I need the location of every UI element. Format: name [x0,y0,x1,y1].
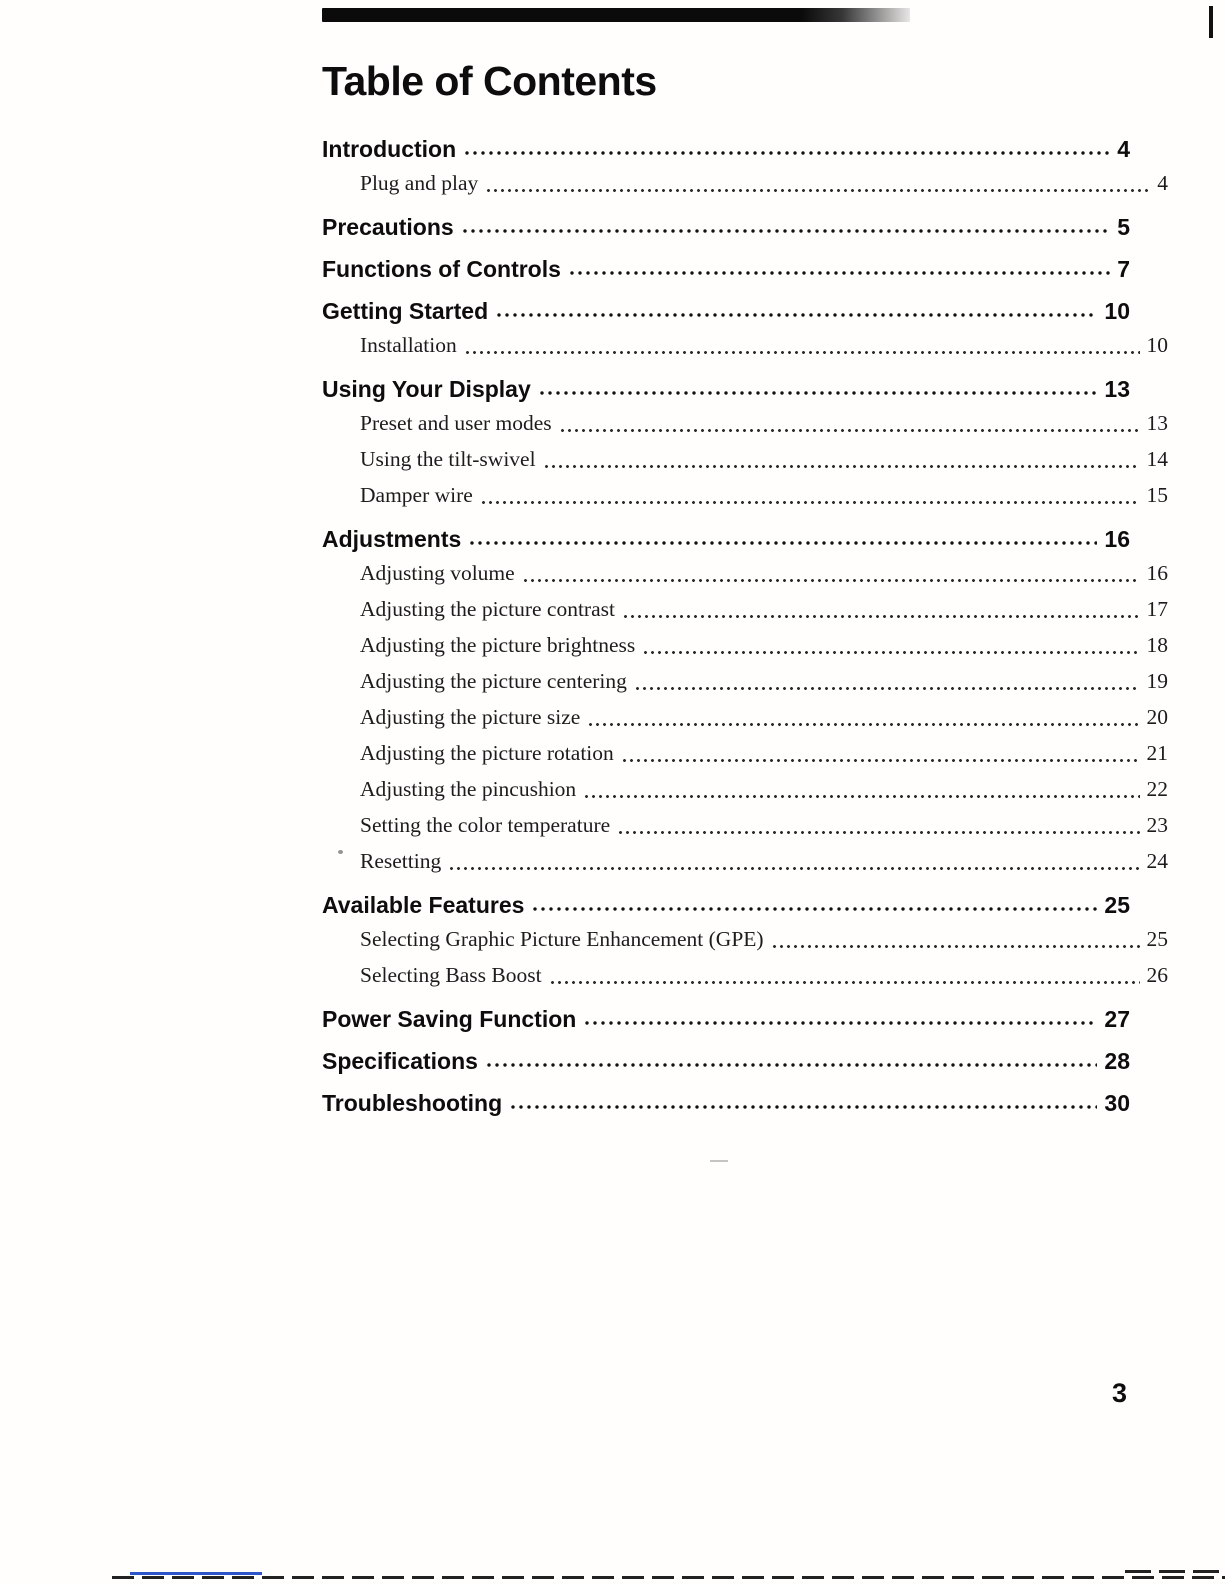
scan-speck [710,1160,728,1162]
dot-leader [559,427,1140,434]
toc-entry [322,627,1168,663]
toc-entry-page: 28 [1104,1048,1130,1074]
dot-leader [634,685,1140,692]
toc-entry-label: Available Features [322,892,525,918]
toc-entry-label: Introduction [322,136,457,162]
toc-entry-label: Adjusting the pincushion [360,777,577,801]
toc-entry-page: 7 [1117,256,1130,282]
dot-leader [495,312,1097,319]
dot-leader [617,829,1139,836]
dot-leader [583,793,1139,800]
dot-leader [549,979,1140,986]
toc-entry-label: Adjusting the picture brightness [360,633,636,657]
toc-entry-page: 25 [1146,927,1168,951]
scan-blue-line-artifact [130,1572,262,1575]
toc-entry-label: Adjusting volume [360,561,515,585]
toc-entry [322,771,1168,807]
toc-entry-label: Getting Started [322,298,489,324]
toc-entry [322,165,1168,201]
dot-leader [568,270,1110,277]
toc-entry-label: Adjusting the picture size [360,705,581,729]
page-number: 3 [1112,1378,1128,1408]
scan-bottom-line-artifact [1125,1570,1225,1573]
table-of-contents [322,134,1168,1119]
toc-entry-page: 25 [1104,892,1130,918]
page-title: Table of Contents [322,58,657,104]
toc-entry-page: 4 [1117,136,1130,162]
toc-entry-page: 13 [1104,376,1130,402]
toc-entry-label: Adjusting the picture rotation [360,741,614,765]
scan-top-bar-artifact [322,8,910,22]
dot-leader [543,463,1140,470]
toc-entry [322,921,1168,957]
toc-entry-label: Selecting Bass Boost [360,963,542,987]
toc-entry-label: Damper wire [360,483,473,507]
toc-entry-page: 19 [1146,669,1168,693]
dot-leader [509,1104,1097,1111]
dot-leader [531,906,1097,913]
toc-entry [322,843,1168,879]
toc-entry [322,134,1130,165]
toc-entry-label: Setting the color temperature [360,813,611,837]
toc-entry-label: Using the tilt-swivel [360,447,536,471]
dot-leader [464,349,1140,356]
toc-entry-page: 16 [1146,561,1168,585]
dot-leader [587,721,1139,728]
dot-leader [522,577,1140,584]
toc-entry-label: Resetting [360,849,442,873]
toc-entry-page: 30 [1104,1090,1130,1116]
toc-entry-page: 15 [1146,483,1168,507]
toc-entry [322,1088,1130,1119]
dot-leader [485,187,1150,194]
toc-entry-label: Specifications [322,1048,478,1074]
toc-entry-label: Functions of Controls [322,256,561,282]
toc-entry-page: 26 [1146,963,1168,987]
toc-entry-page: 21 [1146,741,1168,765]
dot-leader [480,499,1140,506]
toc-entry-page: 5 [1117,214,1130,240]
toc-entry-label: Adjusting the picture centering [360,669,627,693]
toc-entry [322,735,1168,771]
toc-entry [322,807,1168,843]
dot-leader [771,943,1140,950]
toc-entry-label: Power Saving Function [322,1006,577,1032]
dot-leader [642,649,1139,656]
toc-entry [322,212,1130,243]
toc-entry [322,441,1168,477]
toc-entry-page: 10 [1104,298,1130,324]
toc-entry [322,254,1130,285]
toc-entry-page: 14 [1146,447,1168,471]
scan-bottom-dashed-artifact [112,1576,1225,1579]
toc-entry-page: 18 [1146,633,1168,657]
toc-entry-page: 27 [1104,1006,1130,1032]
toc-entry-page: 20 [1146,705,1168,729]
toc-entry [322,524,1130,555]
toc-entry-page: 23 [1146,813,1168,837]
dot-leader [485,1062,1097,1069]
toc-entry-label: Installation [360,333,457,357]
toc-entry [322,890,1130,921]
toc-entry-page: 10 [1146,333,1168,357]
scan-edge-mark [1209,6,1213,38]
toc-entry-page: 4 [1157,171,1168,195]
dot-leader [461,228,1111,235]
toc-entry-label: Adjusting the picture contrast [360,597,615,621]
toc-entry [322,1046,1130,1077]
dot-leader [621,757,1140,764]
toc-entry-label: Troubleshooting [322,1090,503,1116]
toc-entry-page: 24 [1146,849,1168,873]
dot-leader [622,613,1140,620]
toc-entry-page: 17 [1146,597,1168,621]
toc-entry-label: Selecting Graphic Picture Enhancement (GPE) [360,927,764,951]
toc-entry [322,663,1168,699]
toc-entry-label: Adjustments [322,526,462,552]
toc-entry [322,327,1168,363]
toc-entry [322,957,1168,993]
dot-leader [538,390,1098,397]
toc-entry-page: 13 [1146,411,1168,435]
dot-leader [463,150,1110,157]
toc-entry-page: 22 [1146,777,1168,801]
toc-entry [322,591,1168,627]
toc-entry [322,699,1168,735]
toc-entry-label: Preset and user modes [360,411,552,435]
toc-entry-page: 16 [1104,526,1130,552]
toc-entry-label: Using Your Display [322,376,531,402]
toc-entry [322,555,1168,591]
toc-content [322,56,1168,1119]
toc-entry [322,405,1168,441]
toc-entry-label: Precautions [322,214,454,240]
dot-leader [448,865,1139,872]
scan-speck [338,850,343,854]
dot-leader [468,540,1097,547]
toc-entry [322,477,1168,513]
dot-leader [583,1020,1097,1027]
toc-entry-label: Plug and play [360,171,479,195]
toc-entry [322,374,1130,405]
toc-entry [322,296,1130,327]
toc-entry [322,1004,1130,1035]
